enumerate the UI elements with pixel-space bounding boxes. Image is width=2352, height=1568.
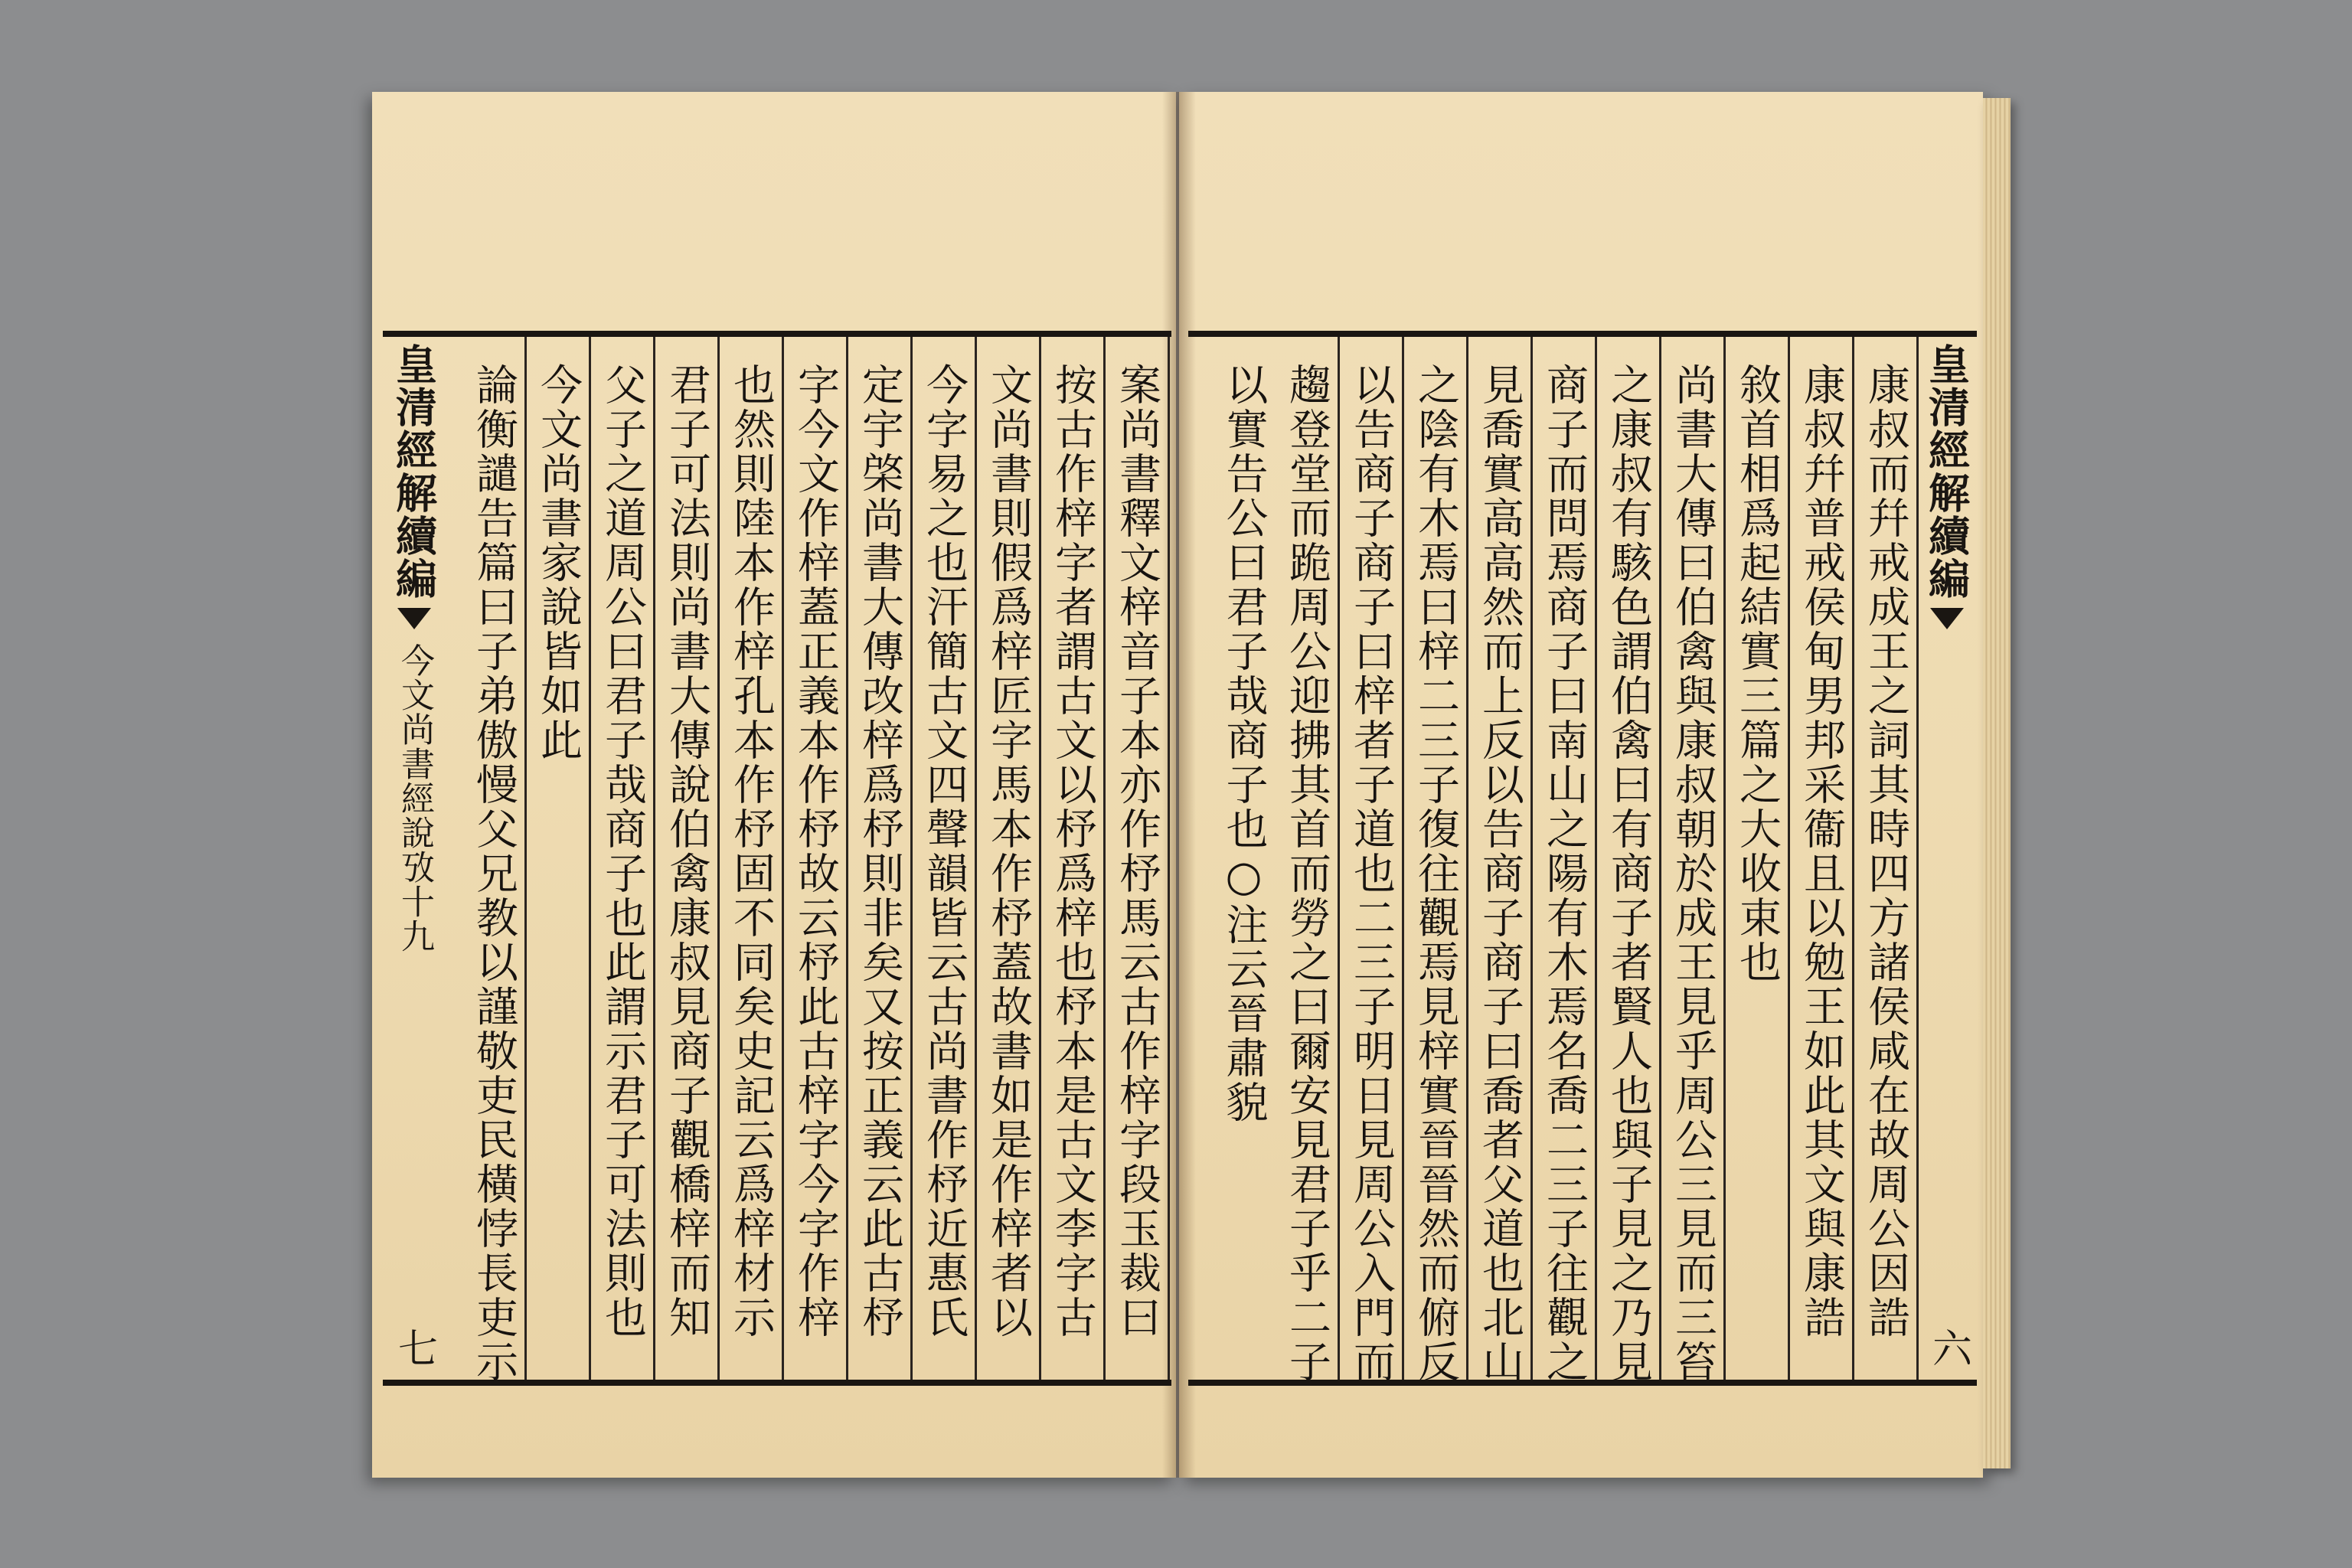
text-column	[784, 337, 848, 1380]
column-text: 康叔幷普戒侯甸男邦采衞且以勉王如此其文與康誥	[1797, 363, 1846, 1340]
text-column	[1790, 337, 1854, 1380]
column-text: 今文尚書家說皆如此	[534, 363, 583, 763]
column-text: 尚書大傳曰伯禽與康叔朝於成王見乎周公三見而三笞	[1668, 363, 1717, 1384]
column-text: 今字易之也汗簡古文四聲韻皆云古尚書作杼近惠氏	[920, 363, 969, 1340]
column-text: 見喬實高高然而上反以告商子商子曰喬者父道也北山	[1475, 363, 1524, 1384]
banxin-section: 今文尚書經說攷十九	[395, 643, 434, 953]
banxin-title: 皇清經解續編	[389, 343, 439, 600]
text-column	[591, 337, 655, 1380]
text-column	[720, 337, 784, 1380]
text-column	[1404, 337, 1468, 1384]
text-column	[913, 337, 977, 1380]
text-column	[1276, 337, 1340, 1384]
column-text: 之陰有木焉曰梓二三子復往觀焉見梓實晉晉然而俯反	[1411, 363, 1460, 1384]
left-text-frame	[383, 331, 1171, 1386]
right-text-frame	[1188, 331, 1977, 1386]
text-column	[1211, 337, 1276, 1380]
banxin-right	[1923, 337, 1971, 1380]
folio-number: 七	[398, 1327, 439, 1373]
text-column	[462, 337, 527, 1384]
text-column	[1533, 337, 1597, 1384]
column-text: 字今文作梓蓋正義本作杼故云杼此古梓字今字作梓	[791, 363, 840, 1340]
fish-tail-mark	[397, 608, 431, 629]
column-text: 君子可法則尚書大傳說伯禽康叔見商子觀橋梓而知	[662, 363, 711, 1340]
folio-number: 六	[1932, 1327, 1973, 1373]
column-text: 趨登堂而跪周公迎拂其首而勞之曰爾安見君子乎二子	[1282, 363, 1331, 1384]
column-text: 以實告公曰君子哉商子也○注云晉肅貌	[1219, 363, 1269, 1125]
column-text: 也然則陸本作梓孔本作杼固不同矣史記云爲梓材示	[727, 363, 776, 1340]
column-text: 康叔而幷戒成王之詞其時四方諸侯咸在故周公因誥	[1861, 363, 1910, 1340]
column-text: 父子之道周公曰君子哉商子也此謂示君子可法則也	[598, 363, 647, 1340]
column-text: 敘首相爲起結實三篇之大收束也	[1733, 363, 1782, 985]
text-column	[1041, 337, 1106, 1380]
column-text: 文尚書則假爲梓匠字馬本作杼蓋故書如是作梓者以	[984, 363, 1033, 1340]
fish-tail-mark	[1930, 608, 1964, 629]
column-text: 以告商子商子曰梓者子道也二三子明日見周公入門而	[1347, 363, 1396, 1384]
text-column	[1726, 337, 1790, 1380]
column-text: 按古作梓字者謂古文以杼爲梓也杼本是古文李字古	[1048, 363, 1097, 1340]
text-column	[1854, 337, 1919, 1380]
column-text: 商子而問焉商子曰南山之陽有木焉名喬二三子往觀之	[1540, 363, 1589, 1384]
column-text: 案尚書釋文梓音子本亦作杼馬云古作梓字段玉裁曰	[1112, 363, 1161, 1340]
column-text: 論衡譴告篇曰子弟傲慢父兄教以謹敬吏民橫悖長吏示	[469, 363, 518, 1384]
text-column	[527, 337, 591, 1380]
text-column	[977, 337, 1041, 1380]
text-column	[1340, 337, 1404, 1384]
text-column	[848, 337, 913, 1380]
text-column	[1661, 337, 1726, 1384]
text-column	[1106, 337, 1170, 1380]
text-column	[1468, 337, 1533, 1384]
text-column	[655, 337, 720, 1380]
text-column	[1597, 337, 1661, 1384]
banxin-left	[390, 337, 438, 1380]
banxin-title: 皇清經解續編	[1922, 343, 1971, 600]
page-edges	[1983, 98, 2011, 1468]
column-text: 定宇棨尚書大傳改梓爲杼則非矣又按正義云此古杼	[855, 363, 904, 1340]
column-text: 之康叔有駭色謂伯禽曰有商子者賢人也與子見之乃見	[1604, 363, 1653, 1384]
